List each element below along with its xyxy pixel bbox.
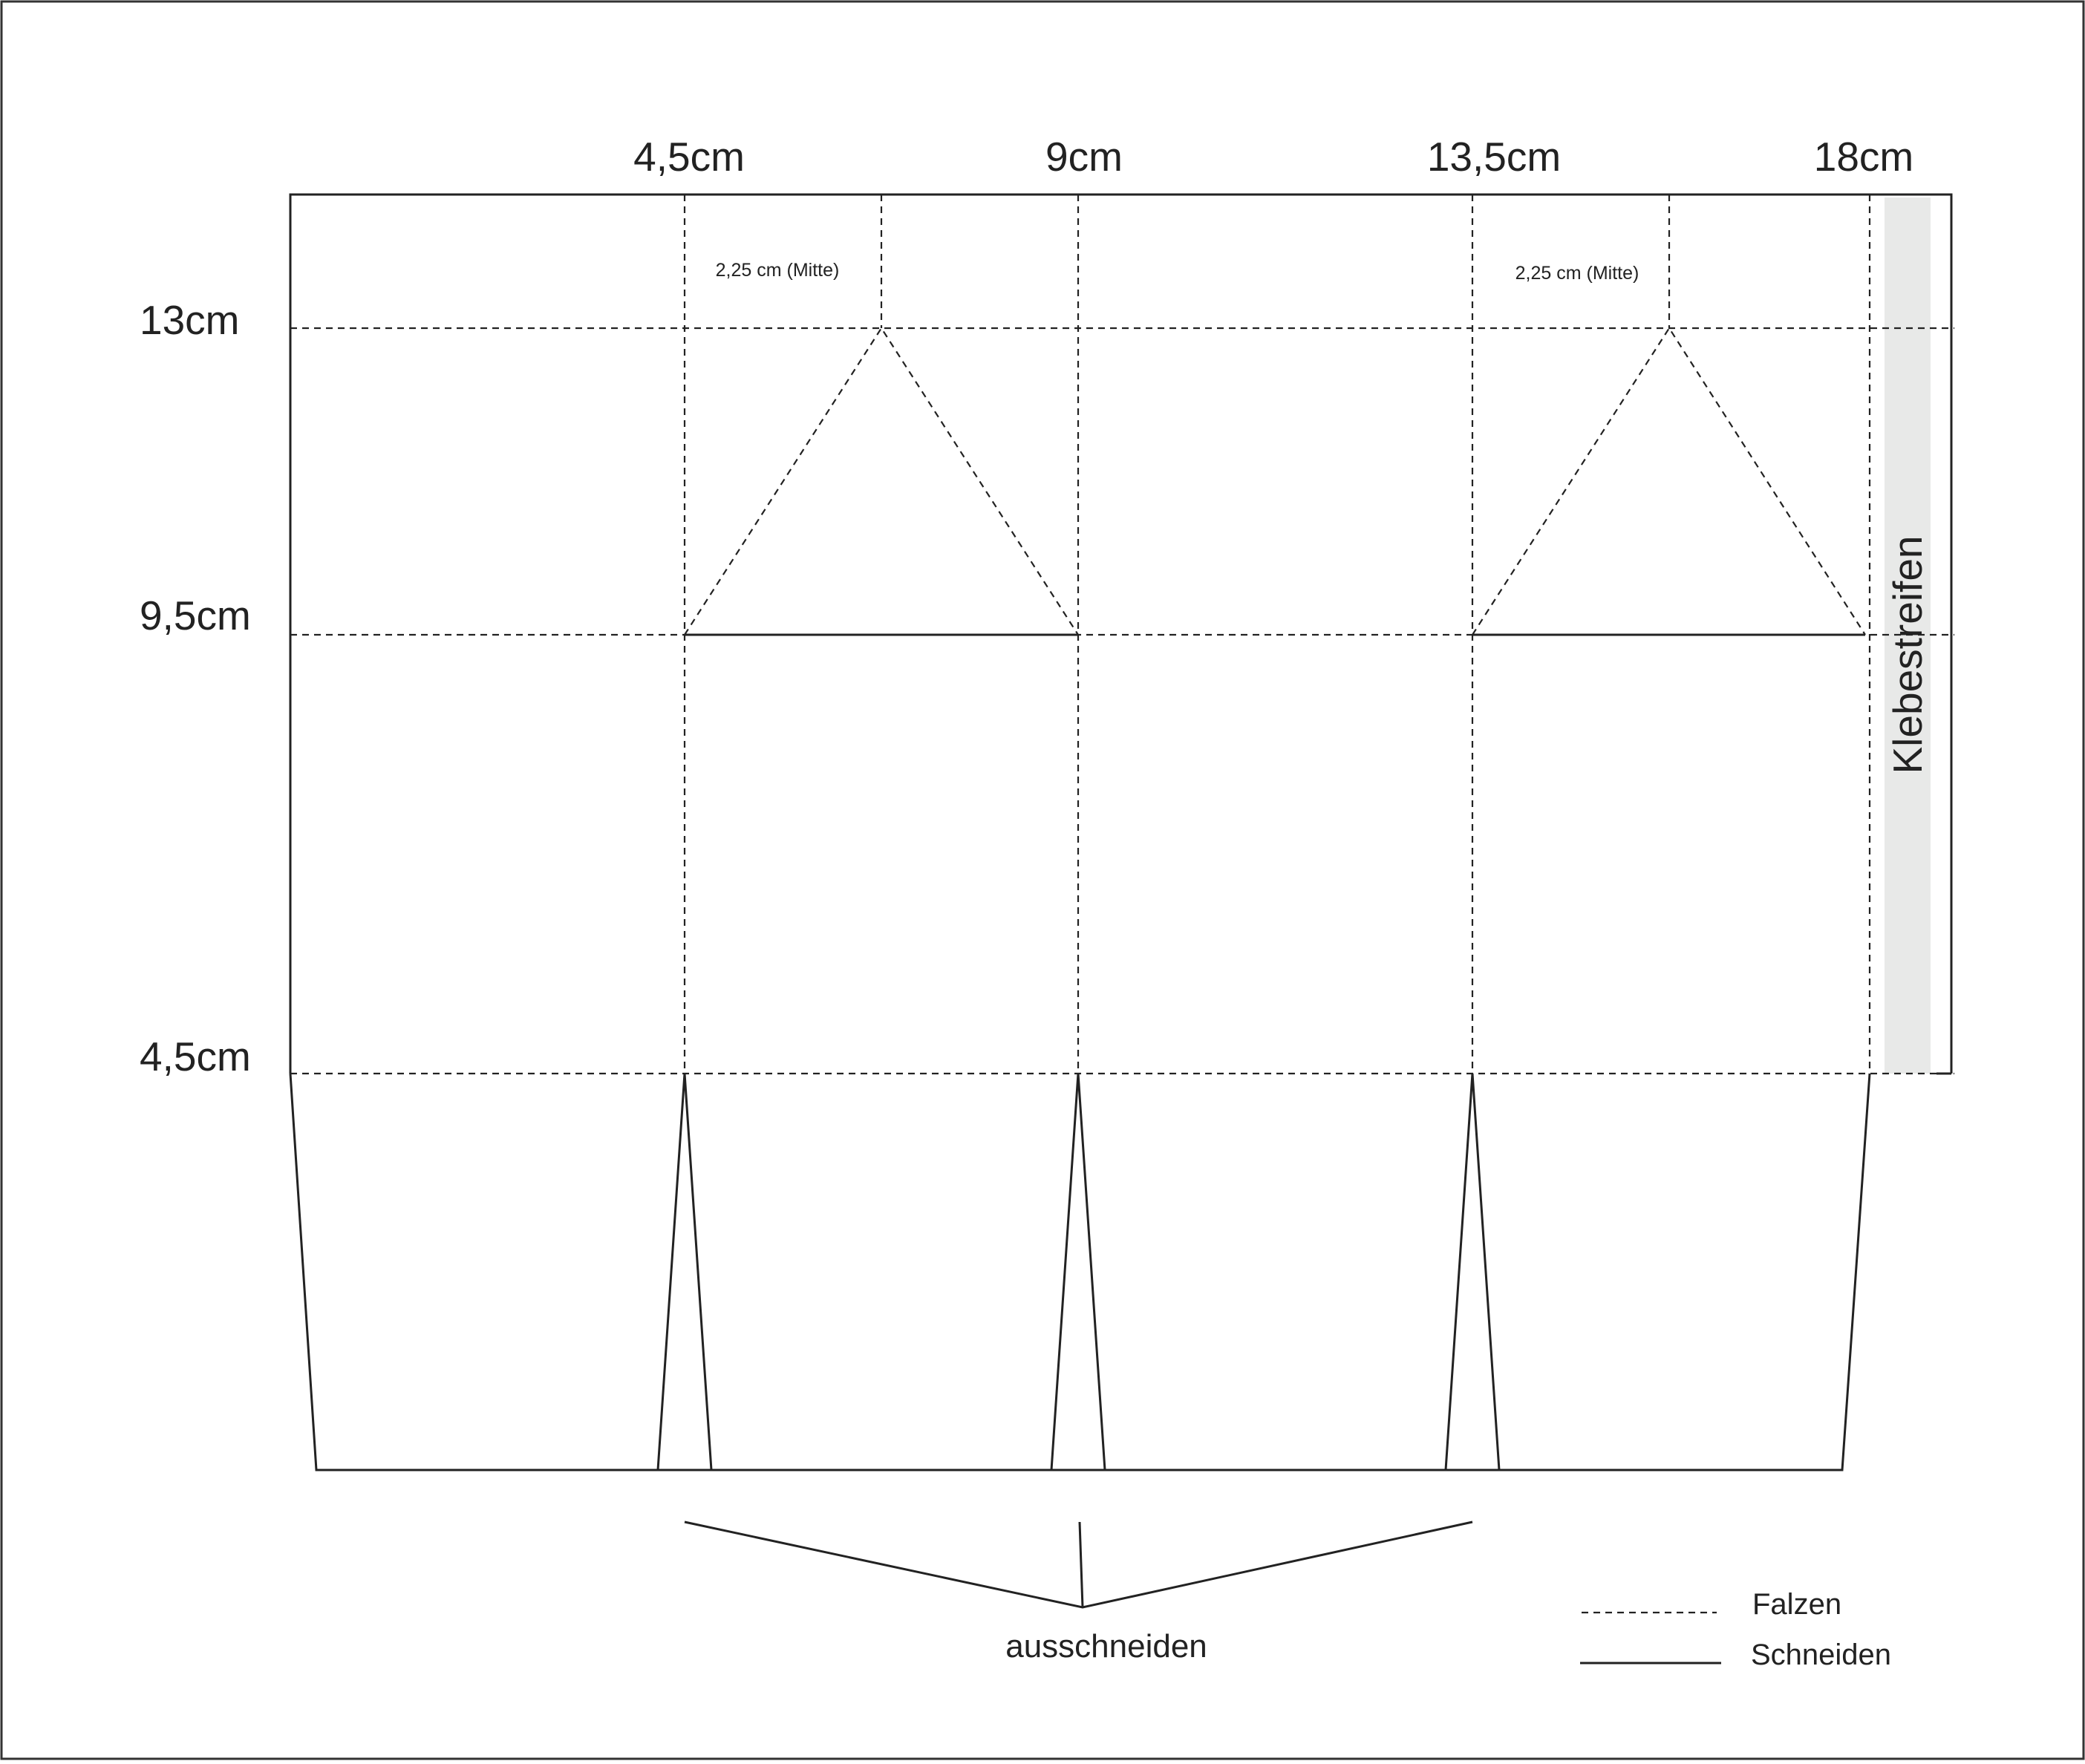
- top-label-13-5cm: 13,5cm: [1426, 134, 1562, 180]
- center-note-left: 2,25 cm (Mitte): [715, 260, 840, 281]
- glue-strip-label: Klebestreifen: [1885, 535, 1931, 774]
- top-label-18cm: 18cm: [1813, 134, 1914, 180]
- legend-cut-label: Schneiden: [1751, 1639, 1892, 1671]
- page-border: [1, 1, 2084, 1759]
- top-label-9cm: 9cm: [1045, 134, 1123, 180]
- left-label-4-5cm: 4,5cm: [140, 1033, 251, 1079]
- center-note-right: 2,25 cm (Mitte): [1515, 263, 1639, 284]
- left-label-13cm: 13cm: [140, 297, 240, 343]
- cutout-label: ausschneiden: [1005, 1628, 1207, 1665]
- top-label-4-5cm: 4,5cm: [633, 134, 745, 180]
- legend-fold-label: Falzen: [1752, 1588, 1842, 1621]
- left-label-9-5cm: 9,5cm: [140, 592, 251, 638]
